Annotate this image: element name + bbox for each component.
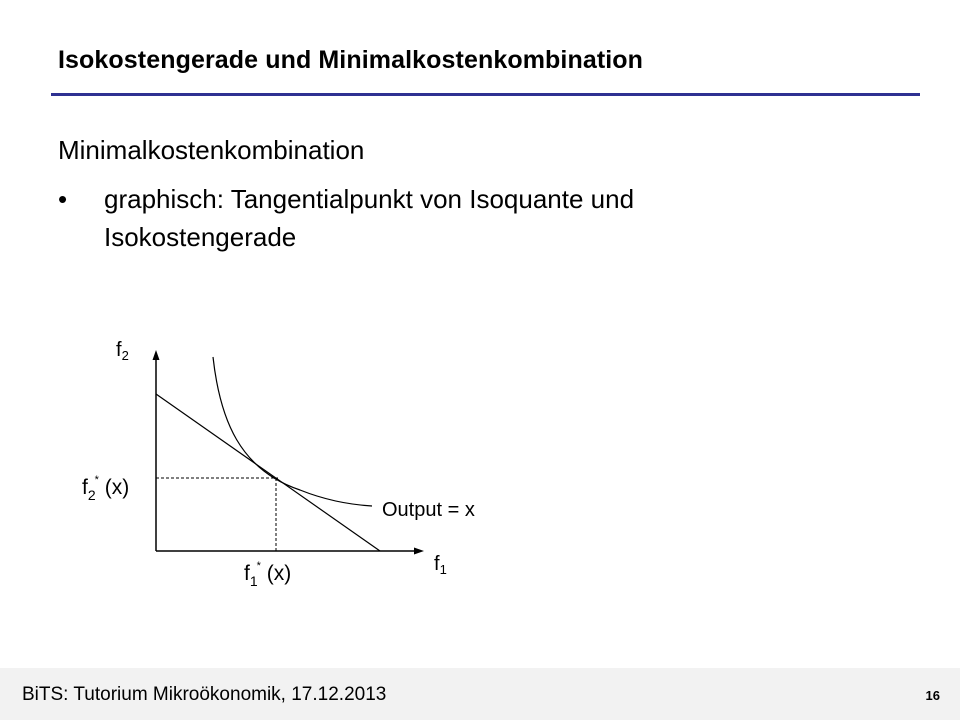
section-heading: Minimalkostenkombination xyxy=(58,135,365,165)
axes xyxy=(153,350,425,555)
y-axis-arrow xyxy=(153,350,160,360)
page-number: 16 xyxy=(925,688,940,703)
x-axis-label: $f_1$ xyxy=(434,553,447,577)
y-axis-label: $f_2$ xyxy=(116,339,129,363)
isoquant-curve xyxy=(213,357,372,506)
bullet-text: graphisch: Tangentialpunkt von Isoquante und Isokostengerade xyxy=(104,184,635,252)
x-optimum-label: $f_1*$ (x) xyxy=(244,560,292,589)
x-axis-arrow xyxy=(414,548,424,555)
y-optimum-label: $f_2*$ (x) xyxy=(82,474,130,503)
isoquant-label: Output = x xyxy=(382,499,475,521)
slide-title: Isokostengerade und Minimalkostenkombination xyxy=(58,46,644,74)
footer-text: BiTS: Tutorium Mikroökonomik, 17.12.2013 xyxy=(22,684,387,705)
footer-bar xyxy=(0,668,960,720)
isocost-line xyxy=(156,394,380,551)
bullet-marker: • xyxy=(58,184,68,214)
